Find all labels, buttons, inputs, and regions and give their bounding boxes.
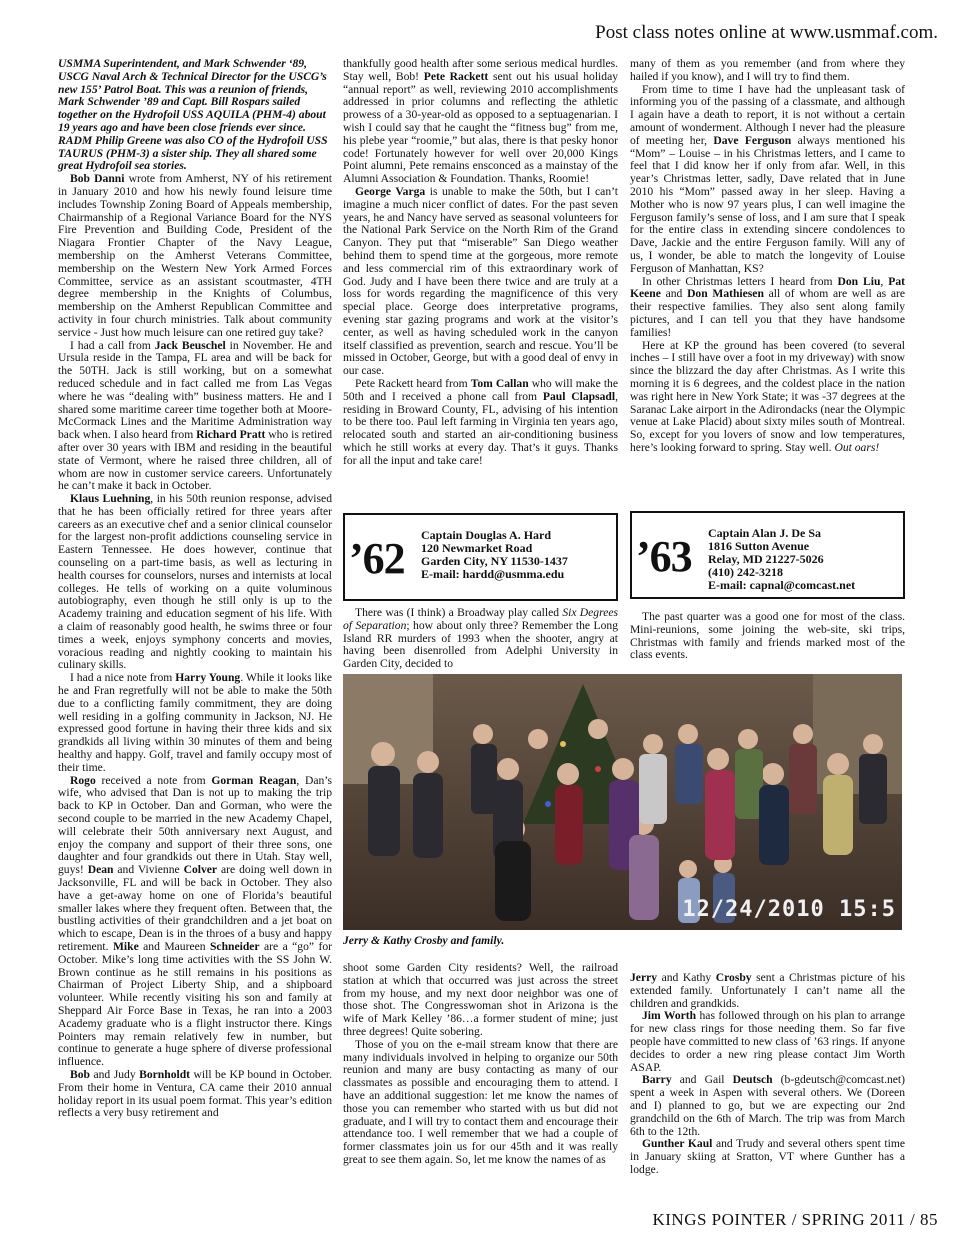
- name-jerry: Jerry: [630, 971, 658, 984]
- name-gorman-reagan: Gorman Reagan: [211, 773, 297, 787]
- name-crosby: Crosby: [715, 971, 752, 984]
- name-barry: Barry: [642, 1073, 672, 1087]
- name-pat-keene: Pat Keene: [630, 274, 905, 301]
- class-address-2: Garden City, NY 11530-1437: [421, 554, 568, 568]
- paragraph-names-request: many of them as you remember (and from where they hailed if you know), and I will try to find them.: [630, 57, 905, 83]
- name-bornholdt: Bornholdt: [139, 1067, 191, 1081]
- name-klaus-luehning: Klaus Luehning: [70, 492, 151, 506]
- name-richard-pratt: Richard Pratt: [196, 428, 266, 442]
- paragraph-christmas-letters: In other Christmas letters I heard from Don Liu, Pat Keene and Don Mathiesen all of whom are well as are their respective families. They also sent along family pictures, and I can tell you that they have handsome families!: [630, 274, 905, 339]
- sign-off: Out oars!: [834, 440, 880, 454]
- name-gunther-kaul: Gunther Kaul: [642, 1137, 713, 1151]
- class-email[interactable]: E-mail: capnal@comcast.net: [708, 578, 856, 592]
- name-don-mathiesen: Don Mathiesen: [687, 287, 764, 301]
- name-bob: Bob: [70, 1067, 90, 1081]
- paragraph-six-degrees: There was (I think) a Broadway play called Six Degrees of Separation; how about only three? Remember the Long Island RR murders of 1993 when the shooter, angry at having been disenrolled from Adelphi University in Garden City, decided to: [343, 606, 618, 671]
- name-don-liu: Don Liu: [837, 274, 881, 288]
- class-address-1: 1816 Sutton Avenue: [708, 539, 810, 553]
- paragraph-luehning: Klaus Luehning, in his 50th reunion response, advised that he has been officially retired for three years after careers as an executive chef and a senior clinical counselor for the largest non-profit addictions counseling service in Eastern Tennessee. He does however, continue that counseling on a part-time basis, as well as lecturing in health courses for counselors, nurses and internists at local colleges. He tells of working on a quite voluminous autobiography, even though he still only is up to the Academy training and education segment of his life. With a claim of reasonably good health, he swims three or four times a week, enjoys symphony concerts and movies, voracious reading and nightly cooking to maintain his culinary skills.: [58, 492, 332, 672]
- header-note: Post class notes online at www.usmmaf.com.: [595, 22, 938, 43]
- family-photo-illustration: [343, 674, 902, 930]
- paragraph-reagan: Rogo received a note from Gorman Reagan, Dan’s wife, who advised that Dan is not up to making the trip back to KP in October. Dan and Gorman, who were the second couple to be married in the new Academy Chapel, will celebrate their 50th anniversary next August, and enjoy the company and support of their three sons, one daughter and four grandkids out there in Utah. Stay well, guys! Dean and Vivienne Colver are doing well down in Jacksonville, FL and will be back in October. They also have a get-away home on one of Florida’s beautiful smaller lakes where they frequent often. Between that, the bustling activities of their grandchildren and a jet boat on which to escape, Dean is in the throes of a busy and happy retirement. Mike and Maureen Schneider are a “go” for October. Mike’s long time activities with the SS John W. Brown continue as he still remains in his positions as Chairman of Project Liberty Ship, and a shipboard volunteer. While recently visiting his son and family at Sheppard Air Force Base in Texas, he ran into a 2003 Academy graduate who is a flight instructor there. Kings Pointers may remain relatively few in number, but continue to generate a huge sphere of diverse professional influence.: [58, 773, 332, 1069]
- name-dean: Dean: [87, 863, 114, 877]
- paragraph-past-quarter: The past quarter was a good one for most of the class. Mini-reunions, some joining the web-site, ski trips, Christmas with family and friends marked most of the class events.: [630, 610, 905, 662]
- paragraph-ferguson: From time to time I have had the unpleasant task of informing you of the passing of a classmate, and although I again have a death to report, it is not without a certain amount of wonderment. Although I never had the pleasure of meeting her, Dave Ferguson always mentioned his “Mom” – Louise – in his Christmas letters, and I came to feel that I did know her if only from afar. Well, in this year’s Christmas letter, sadly, Dave related that in June 2010 his “Mom” passed away in her sleep. Having a Mother who is now 97 years plus, I can well imagine the Ferguson family’s sense of loss, and I am sure that I speak for the entire class in extending sincere condolences to Dave, Jackie and the entire Ferguson family. Will any of us, I wonder, be able to match the longevity of Louise Ferguson of Manhattan, KS?: [630, 82, 905, 275]
- paragraph-garden-city: shoot some Garden City residents? Well, the railroad station at which that occurred was just across the street from my house, and my next door neighbor was one of those shot. The Congresswoman shot in Arizona is the wife of Mark Kelley ’86…a former student of mine; just three degrees! Quite sobering.: [343, 961, 618, 1038]
- name-deutsch: Deutsch: [732, 1073, 773, 1087]
- paragraph-beuschel: I had a call from Jack Beuschel in November. He and Ursula reside in the Tampa, FL area and will be back for the 50TH. Jack is still working, but on a somewhat reduced schedule and in fact called me from Las Vegas where he was “dealing with” business matters. He and I shared some maritime career time together both at Moore-McCormack Lines and the Maritime Administration way back when. I also heard from Richard Pratt who is retired after over 30 years with IBM and residing in the beautiful state of Vermont, where he raised three children, all of whom are now in customer service careers. Unfortunately he can’t make it back in October.: [58, 338, 333, 493]
- photo-caption-continued: USMMA Superintendent, and Mark Schwender ‘89, USCG Naval Arch & Technical Director for the USCG’s new 155’ Patrol Boat. This was a reunion of friends, Mark Schwender ’89 and Capt. Bill Rospars sailed together on the Hydrofoil USS AQUILA (PHM-4) about 19 years ago and have been close friends ever since. RADM Philip Greene was also CO of the Hydrofoil USS TAURUS (PHM-3) a sister ship. They all shared some great Hydrofoil sea stories.: [58, 57, 328, 173]
- family-photo: [343, 674, 902, 930]
- paragraph-danni: Bob Danni wrote from Amherst, NY of his retirement in January 2010 and how his newly found leisure time includes Township Zoning Board of Appeals membership, Chairmanship of a Regional Variance Board for the NYS Fire Prevention and Building Code, President of the Niagara Frontier Chapter of the Navy League, membership on the Amherst Veterans Committee, membership on the Western New York Armed Forces Committee, service as an assistant scoutmaster, 4TH degree membership in the Knights of Columbus, membership on the Amherst Republican Committee and activity in four church ministries. Talk about community service - Just how much leisure can one retired guy take?: [58, 172, 332, 339]
- class-box-63: [630, 511, 905, 599]
- paragraph-crosby: Jerry and Kathy Crosby sent a Christmas picture of his extended family. Unfortunately I can’t name all the children and grandkids.: [630, 971, 905, 1010]
- class-contact-62: [421, 529, 568, 581]
- photo-timestamp: 12/24/2010 15:5: [682, 897, 896, 922]
- name-jim-worth: Jim Worth: [642, 1009, 697, 1023]
- column-2-62-intro: [343, 607, 618, 671]
- paragraph-bornholdt: Bob and Judy Bornholdt will be KP bound in October. From their home in Ventura, CA came their 2010 annual holiday report in its usual poem format. This year’s edition reflects a very busy retirement and: [58, 1067, 332, 1120]
- column-3: [630, 58, 905, 455]
- name-paul-clapsadl: Paul Clapsadl: [542, 389, 616, 403]
- name-jack-beuschel: Jack Beuschel: [154, 338, 226, 352]
- paragraph-young: I had a nice note from Harry Young. While it looks like he and Fran regretfully will not be able to make the 50th due to a conflicting family commitment, they are doing well residing in a golfing community in Jackson, NJ. He expressed good fortune in having their three kids and six grandkids all living within 30 minutes of them and being healthy and happy. Golf, travel and family occupy most of their time.: [58, 671, 332, 774]
- column-1: [58, 58, 332, 1120]
- name-tom-callan: Tom Callan: [470, 376, 529, 390]
- paragraph-varga: George Varga is unable to make the 50th, but I can’t imagine a much nicer conflict of dates. For the past seven years, he and Nancy have served as seasonal volunteers for the National Park Service on the North Rim of the Grand Canyon. They put that “miserable” San Diego weather behind them to spend time at the gorgeous, more remote and less commercial rim of this extraordinary work of God. Judy and I have been there twice and are truly at a loss for words regarding the magnificence of this very special place. George does interpretative programs, evening star gazing programs and work at the visitor’s center, as well as having scheduled work in the canyon itself classified as prevention, search and rescue. You’ll be missed in October, George, but with a good deal of envy in our case.: [343, 184, 618, 378]
- paragraph-snow: Here at KP the ground has been covered (to several inches – I still have over a foot in my driveway) with snow since the blizzard the day after Christmas. As I write this morning it is 6 degrees, and the coldest place in the nation was right here in New York State; it was -37 degrees at the Saranac Lake airport in the Adirondacks (near the Olympic venue at Lake Placid) about sixty miles south of Montreal. So, except for you lovers of snow and low temperatures, here’s looking forward to spring. Stay well. Out oars!: [630, 338, 905, 454]
- paragraph-kaul: Gunther Kaul and Trudy and several others spent time in January skiing at Sratton, VT where Gunther has a lodge.: [630, 1137, 905, 1176]
- name-george-varga: George Varga: [355, 184, 426, 198]
- name-colver: Colver: [183, 863, 218, 877]
- name-mike: Mike: [112, 939, 139, 953]
- column-2-bottom: [343, 962, 618, 1167]
- class-year-63: ’63: [636, 532, 692, 581]
- class-secretary-name: Captain Douglas A. Hard: [421, 528, 552, 542]
- paragraph-callan: Pete Rackett heard from Tom Callan who will make the 50th and I received a phone call from Paul Clapsadl, residing in Broward County, FL, advising of his intention to be there too. Paul left farming in Virginia ten years ago, relocated south and started an air-conditioning business which he still works at every day. That’s it guys. Thanks for all the input and take care!: [343, 376, 618, 467]
- class-email[interactable]: E-mail: hardd@usmma.edu: [421, 567, 565, 581]
- paragraph-rackett: thankfully good health after some serious medical hurdles. Stay well, Bob! Pete Rackett sent out his usual holiday “annual report” as well, reviewing 2010 accomplishments addressed in prior columns and reflecting the athletic prowess of a 30-year-old as opposed to a septuagenarian. I wish I could say that he caught the “fitness bug” from me, his plebe year “roomie,” but alas, there is that pesky honor code! Fortunately however for well over 20,000 Kings Point alumni, Pete remains ensconced as a mainstay of the Alumni Association & Foundation. Thanks, Roomie!: [343, 57, 619, 186]
- paragraph-reunion-request: Those of you on the e-mail stream know that there are many individuals involved in helping to organize our 50th reunion and many are busy contacting as many of our classmates as possible and encouraging them to attend. I have an additional suggestion: let me know the names of those you can remember who started with us but did not graduate, and I will try to contact them and encourage their attendance too. I well remember that we had a couple of former classmates join us for our 45th and it was really great to see them again. So, let me know the names of as: [343, 1037, 618, 1166]
- class-box-62: [343, 513, 618, 601]
- column-2: [343, 58, 618, 468]
- name-rogo: Rogo: [70, 773, 96, 787]
- class-address-2: Relay, MD 21227-5026: [708, 552, 824, 566]
- paragraph-worth: Jim Worth has followed through on his plan to arrange for new class rings for those needing them. So far five people have committed to new class of ’63 rings. If anyone decides to order a new ring please contact Jim Worth ASAP.: [630, 1009, 905, 1074]
- class-secretary-name: Captain Alan J. De Sa: [708, 526, 822, 540]
- class-contact-63: [708, 527, 855, 592]
- page-footer: KINGS POINTER / SPRING 2011 / 85: [652, 1210, 938, 1229]
- column-3-bottom: [630, 972, 905, 1177]
- photo-caption: Jerry & Kathy Crosby and family.: [343, 934, 505, 947]
- name-schneider: Schneider: [209, 939, 260, 953]
- name-bob-danni: Bob Danni: [70, 172, 125, 186]
- paragraph-deutsch: Barry and Gail Deutsch (b-gdeutsch@comcast.net) spent a week in Aspen with several others. We (Doreen and I) planned to go, but we are expecting our 2nd grandchild on the 6th of March. The trip was from March 6th to the 12th.: [630, 1073, 905, 1138]
- class-address-1: 120 Newmarket Road: [421, 541, 533, 555]
- name-dave-ferguson: Dave Ferguson: [713, 133, 792, 147]
- class-phone: (410) 242-3218: [708, 565, 783, 579]
- column-3-63-intro: [630, 611, 905, 662]
- name-harry-young: Harry Young: [175, 671, 241, 685]
- class-year-62: ’62: [349, 534, 405, 583]
- name-pete-rackett: Pete Rackett: [423, 69, 489, 83]
